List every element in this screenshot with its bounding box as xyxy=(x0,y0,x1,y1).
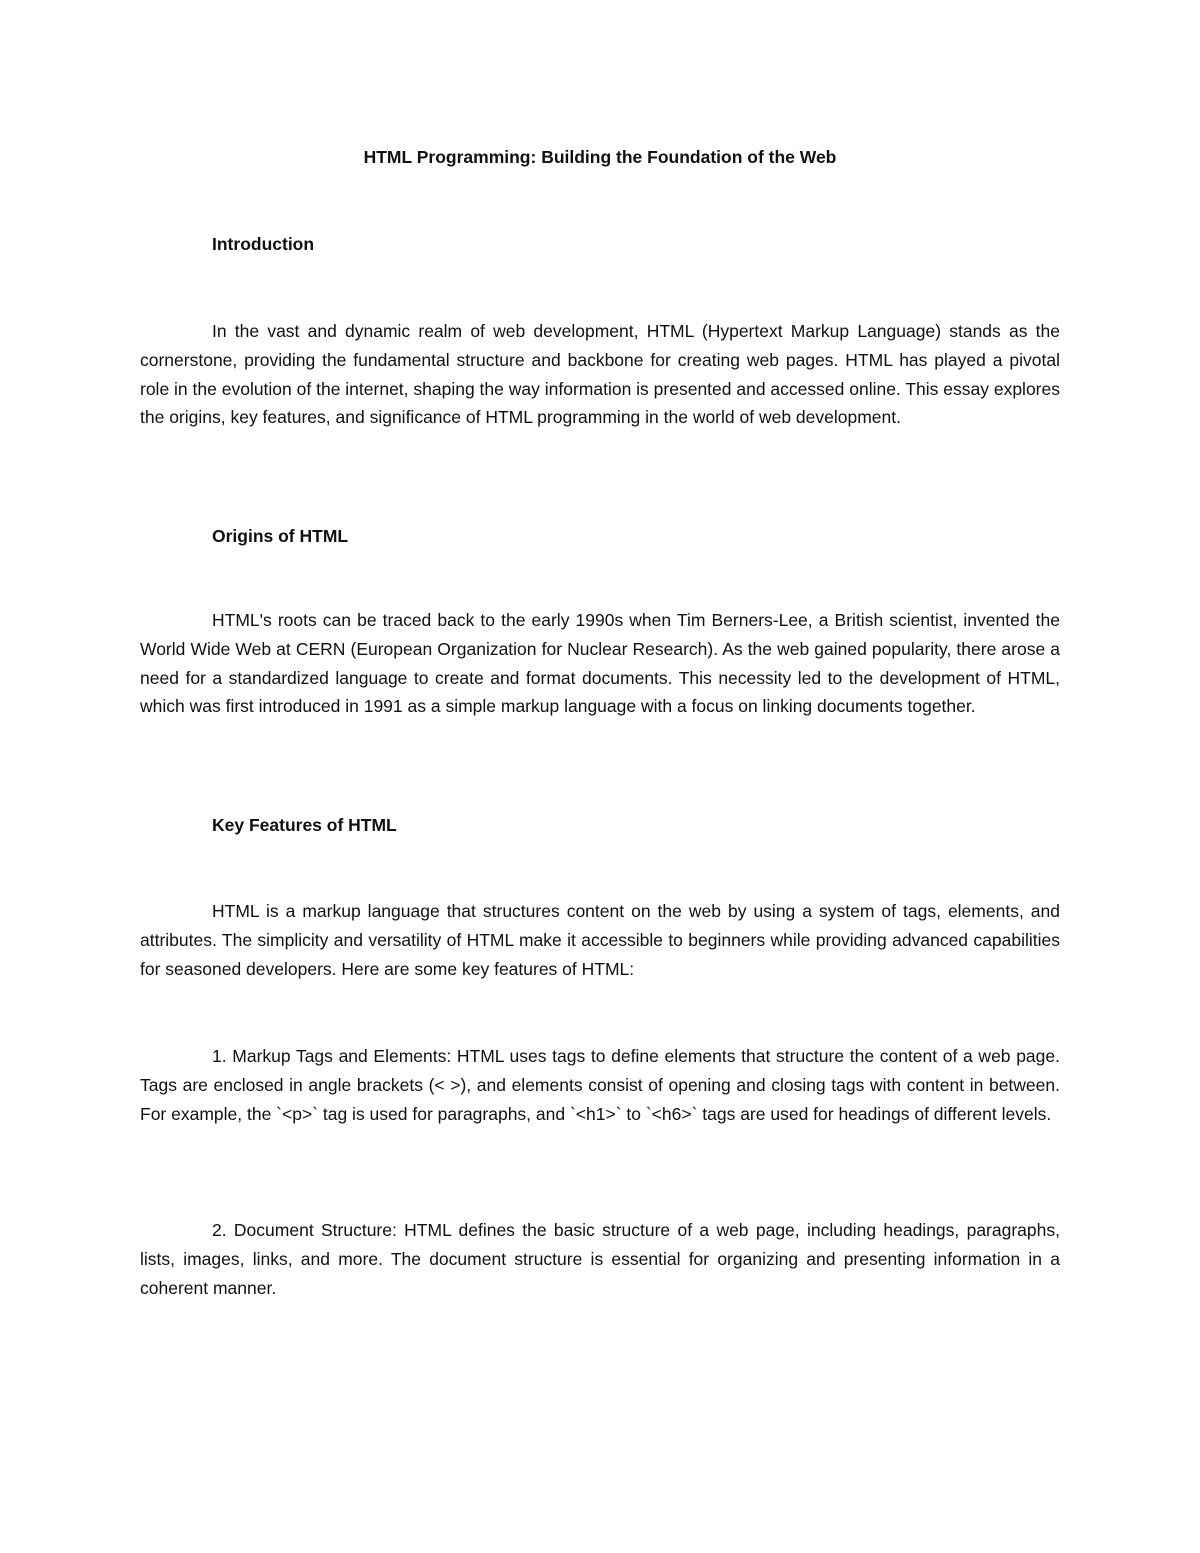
paragraph-key-features-intro: HTML is a markup language that structures content on the web by using a system of tags, elements, and attributes. The simplicity and versatility of HTML make it accessible to beginners while providing advanced capabilities for seasoned developers. Here are some key features of HTML: xyxy=(140,901,1060,979)
paragraph-origins: HTML's roots can be traced back to the early 1990s when Tim Berners-Lee, a British scientist, invented the World Wide Web at CERN (European Organization for Nuclear Research). As the web gained popularity, there arose a need for a standardized language to create and format documents. This necessity led to the development of HTML, which was first introduced in 1991 as a simple markup language with a focus on linking documents together. xyxy=(140,610,1060,717)
section-heading-key-features: Key Features of HTML xyxy=(212,815,397,835)
section-heading-introduction: Introduction xyxy=(212,234,315,254)
section-heading-origins: Origins of HTML xyxy=(212,526,349,546)
paragraph-document-structure: 2. Document Structure: HTML defines the basic structure of a web page, including headings, paragraphs, lists, images, links, and more. The document structure is essential for organizing and presenting information in a coherent manner. xyxy=(140,1220,1060,1298)
paragraph-markup-tags: 1. Markup Tags and Elements: HTML uses tags to define elements that structure the content of a web page. Tags are enclosed in angle brackets (< >), and elements consist of opening and closing tags with content in between. For example, the `<p>` tag is used for paragraphs, and `<h1>` to `<h6>` tags are used for headings of different levels. xyxy=(140,1046,1060,1124)
paragraph-introduction: In the vast and dynamic realm of web development, HTML (Hypertext Markup Language) stands as the cornerstone, providing the fundamental structure and backbone for creating web pages. HTML has played a pivotal role in the evolution of the internet, shaping the way information is presented and accessed online. This essay explores the origins, key features, and significance of HTML programming in the world of web development. xyxy=(140,321,1060,428)
document-title: HTML Programming: Building the Foundation of the Web xyxy=(363,147,837,167)
